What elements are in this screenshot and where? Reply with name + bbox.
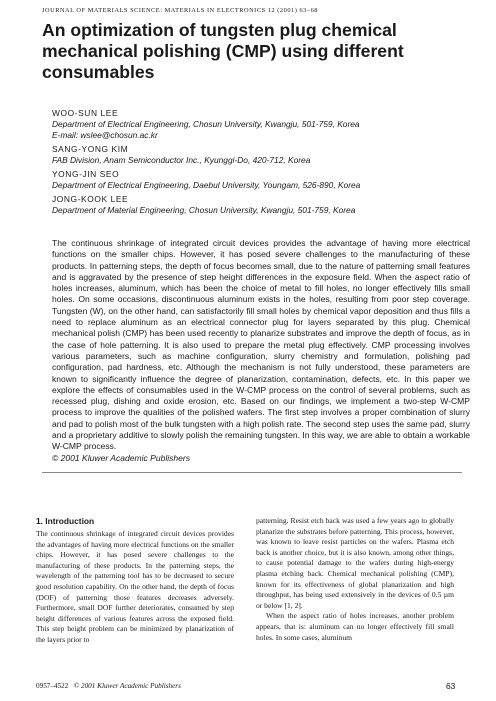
author-name: YONG-JIN SEO (52, 169, 120, 179)
issn-code: 0957–4522 (36, 682, 69, 690)
author-name: SANG-YONG KIM (52, 144, 129, 154)
author-entry (52, 169, 462, 191)
author-affiliation: Department of Electrical Engineering, Chosun University, Kwangju, 501-759, Korea (52, 119, 360, 129)
author-entry (52, 108, 462, 141)
page-number: 63 (446, 681, 456, 691)
author-email: E-mail: wslee@chosun.ac.kr (52, 130, 158, 140)
section-divider (42, 472, 462, 473)
section-heading-introduction: 1. Introduction (36, 516, 95, 526)
journal-header: JOURNAL OF MATERIALS SCIENCE: MATERIALS IN ELECTRONICS 12 (2001) 63–68 (42, 7, 318, 14)
author-affiliation: FAB Division, Anam Semiconductor Inc., Kyunggi-Do, 420-712, Korea (52, 155, 311, 165)
author-block (52, 108, 462, 219)
body-paragraph: When the aspect ratio of holes increases, another problem appears, that is: aluminum can no longer effectively fill small holes. In some cases, aluminum (256, 611, 454, 642)
author-name: WOO-SUN LEE (52, 108, 119, 118)
footer-issn (36, 682, 181, 690)
body-paragraph: patterning. Resist etch back was used a few years ago to globally planarize the substrates before patterning. This process, however, was known to leave resist particles on the wafers. Plasma etch back is another choice, but it is also known, among other things, to cause potential damage to the wafers during high-energy plasma etching back. Chemical mechanical polishing (CMP), known for its effectiveness of global planarization and high throughput, has being used extensively in the devices of 0.5 µm or below [1, 2]. (256, 516, 454, 610)
body-column-left (36, 516, 234, 646)
body-paragraph: The continuous shrinkage of integrated circuit devices provides the advantages of having more electrical functions on the smaller chips. However, it has posed severe challenges to the manufacturing of these products. In the patterning steps, the wavelength of the patterning tool has to be decreased to secure good resolution capability. On the other hand, the depth of focus (DOF) of patterning those features decreases adversely. Furthermore, small DOF further deteriorates, consumed by step height differences of various features across the exposed field. This step height problem can be minimized by planarization of the layers prior to (36, 529, 234, 644)
abstract-copyright: © 2001 Kluwer Academic Publishers (52, 452, 191, 463)
author-entry (52, 144, 462, 166)
author-name: JONG-KOOK LEE (52, 194, 129, 204)
article-title: An optimization of tungsten plug chemical mechanical polishing (CMP) using different consumables (42, 20, 404, 82)
author-affiliation: Department of Material Engineering, Chosun University, Kwangju, 501-759, Korea (52, 205, 356, 215)
abstract (52, 238, 470, 464)
body-column-right (256, 516, 454, 643)
author-affiliation: Department of Electrical Engineering, Daebul University, Youngam, 526-890, Korea (52, 180, 361, 190)
footer-copyright: © 2001 Kluwer Academic Publishers (73, 682, 181, 690)
abstract-text: The continuous shrinkage of integrated circuit devices provides the advantage of having more electrical functions on the smaller chips. However, it has posed severe challenges to the manufacturing of these products. In patterning steps, the depth of focus becomes small, due to the nature of patterning small features and is aggravated by the presence of step height differences in the exposure field. When the aspect ratio of holes increases, aluminum, which has been the choice of metal to fill holes, no longer effectively fills small holes. On some occasions, discontinuous aluminum exists in the holes, resulting from poor step coverage. Tungsten (W), on the other hand, can satisfactorily fill small holes by chemical vapor deposition and thus fills a need to replace aluminum as an electrical connector plug for layers separated by this plug. Chemical mechanical polish (CMP) has been used recently to planarize substrates and improve the depth of focus, as in the case of hole patterning. It is also used to prepare the metal plug effectively. CMP processing involves various parameters, such as machine configuration, slurry chemistry and formulation, polishing pad configuration, pad hardness, etc. Although the mechanism is not fully understood, these parameters are known to significantly influence the degree of planarization, contamination, defects, etc. In this paper we explore the effects of consumables used in the W-CMP process on the control of several problems, such as recessed plug, dishing and oxide erosion, etc. Based on our findings, we implement a two-step W-CMP process to improve the qualities of the polished wafers. The first step involves a proper combination of slurry and pad to polish most of the bulk tungsten with a high polish rate. The second step uses the same pad, slurry and a proprietary additive to slowly polish the remaining tungsten. In this way, we are able to obtain a workable W-CMP process. (52, 238, 470, 452)
author-entry (52, 194, 462, 216)
